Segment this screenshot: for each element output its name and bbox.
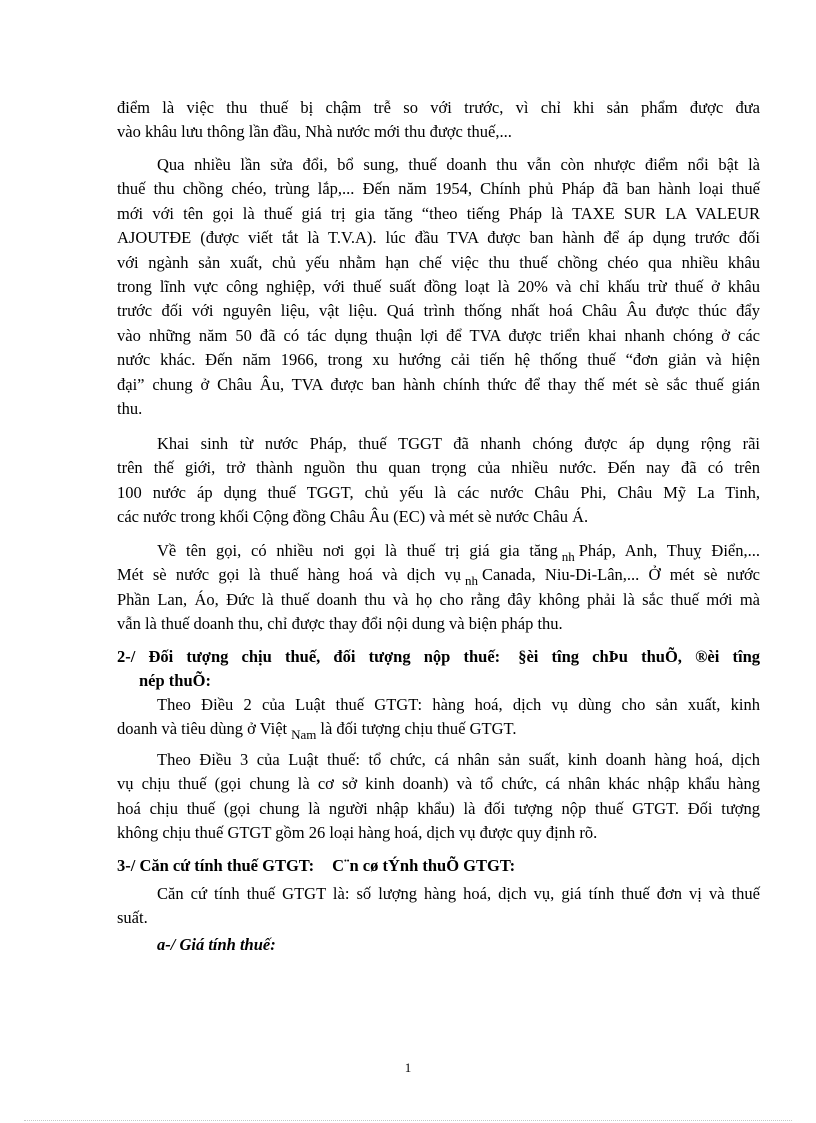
text-line: thuế thu chồng chéo, trùng lắp,... Đến năm 1954, Chính phủ Pháp đã ban hành loại thuế bbox=[117, 179, 760, 199]
text-line: vào khâu lưu thông lần đầu, Nhà nước mới thu được thuế,... bbox=[117, 122, 512, 142]
subsection-a-heading: a-/ Giá tính thuế: bbox=[157, 935, 276, 954]
heading-line bbox=[117, 645, 760, 669]
text-line: Qua nhiều lần sửa đổi, bổ sung, thuế doanh thu vẫn còn nhược điểm nổi bật là bbox=[157, 155, 760, 174]
text-run: Mét sè nước gọi là thuế hàng hoá và dịch vụ bbox=[117, 565, 462, 585]
heading-line: nép thuÕ: bbox=[139, 671, 211, 691]
text-line: các nước trong khối Cộng đồng Châu Âu (EC) và mét sè nước Châu Á. bbox=[117, 507, 589, 527]
text-line: AJOUTĐE (được viết tắt là T.V.A). lúc đầu TVA được ban hành để áp dụng trước đối bbox=[117, 228, 760, 248]
subscript-fragment: Nam bbox=[291, 727, 317, 743]
paragraph-4 bbox=[117, 539, 760, 637]
text-run: doanh và tiêu dùng ở Việt bbox=[117, 719, 288, 739]
paragraph-2 bbox=[117, 153, 760, 421]
section-2-heading bbox=[117, 645, 760, 694]
text-line: với ngành sản xuất, chủ yếu nhằm hạn chế việc thu thuế chồng chéo qua nhiều khâu bbox=[117, 252, 760, 272]
section-3-heading bbox=[117, 854, 760, 878]
text-line: hoá chịu thuế (gọi chung là người nhập khẩu) là đối tượng nộp thuế GTGT. Đối tượng bbox=[117, 798, 760, 818]
text-run: Canada, Niu-Di-Lân,... Ở mét sè nước bbox=[482, 565, 761, 585]
page-bottom-divider bbox=[24, 1120, 792, 1121]
paragraph-1 bbox=[117, 96, 760, 145]
page-number: 1 bbox=[404, 1060, 412, 1075]
text-line: Phần Lan, Áo, Đức là thuế doanh thu và họ cho rằng đây không phải là sắc thuế mới mà bbox=[117, 589, 760, 609]
heading-text: 3-/ Căn cứ tính thuế GTGT: bbox=[117, 856, 315, 875]
text-line: vụ chịu thuế (gọi chung là cơ sở kinh doanh) và tổ chức, cá nhân khác nhập khẩu hàng bbox=[117, 774, 760, 794]
section-2-paragraph-2 bbox=[117, 748, 760, 846]
text-run: Về tên gọi, có nhiều nơi gọi là thuế trị giá gia tăng bbox=[157, 541, 558, 560]
heading-garbled-text: §èi tîng chÞu thuÕ, ®èi tîng bbox=[518, 647, 760, 666]
text-line: điểm là việc thu thuế bị chậm trễ so với trước, vì chỉ khi sản phẩm được đưa bbox=[117, 98, 760, 117]
heading-garbled-text: C¨n cø tÝnh thuÕ GTGT: bbox=[332, 856, 516, 875]
paragraph-3 bbox=[117, 432, 760, 530]
text-line: vào những năm 50 đã có tác dụng thuận lợi để TVA được triển khai nhanh chóng ở các bbox=[117, 325, 760, 345]
text-line: đại” chung ở Châu Âu, TVA được ban hành chính thức để thay thế mét sè sắc thuế gián bbox=[117, 374, 760, 394]
text-line: mới với tên gọi là thuế giá trị gia tăng “theo tiếng Pháp là TAXE SUR LA VALEUR bbox=[117, 203, 760, 223]
section-2-paragraph-1 bbox=[117, 693, 760, 742]
subscript-fragment: nh bbox=[465, 573, 479, 589]
text-run: là đối tượng chịu thuế GTGT. bbox=[320, 719, 517, 739]
text-line: không chịu thuế GTGT gồm 26 loại hàng hoá, dịch vụ được quy định rõ. bbox=[117, 823, 598, 843]
section-3-paragraph-1 bbox=[117, 882, 760, 931]
text-line: Theo Điều 3 của Luật thuế: tổ chức, cá nhân sản suất, kinh doanh hàng hoá, dịch bbox=[157, 750, 760, 769]
heading-text: 2-/ Đối tượng chịu thuế, đối tượng nộp thuế: bbox=[117, 647, 501, 666]
text-line: 100 nước áp dụng thuế TGGT, chủ yếu là các nước Châu Phi, Châu Mỹ La Tinh, bbox=[117, 482, 760, 502]
text-line bbox=[117, 563, 760, 587]
text-line: vẫn là thuế doanh thu, chỉ được thay đổi nội dung và biện pháp thu. bbox=[117, 614, 563, 634]
text-line: trên thế giới, trở thành nguồn thu quan trọng của nhiều nước. Đến nay đã có trên bbox=[117, 458, 760, 478]
text-run: Pháp, Anh, Thuỵ Điển,... bbox=[578, 541, 760, 560]
text-line: Khai sinh từ nước Pháp, thuế TGGT đã nhanh chóng được áp dụng rộng rãi bbox=[157, 434, 760, 453]
text-line: thu. bbox=[117, 398, 143, 418]
text-line: nước khác. Đến năm 1966, trong xu hướng cải tiến hệ thống thuế “đơn giản và hiện bbox=[117, 350, 760, 370]
text-line bbox=[117, 717, 760, 741]
text-line: trong lĩnh vực công nghiệp, với thuế suất đồng loạt là 20% và chỉ khấu trừ thuế ở khâu bbox=[117, 276, 760, 296]
text-line: trước đối với nguyên liệu, vật liệu. Quá trình thống nhất hoá Châu Âu được thúc đẩy bbox=[117, 301, 760, 321]
text-line: Theo Điều 2 của Luật thuế GTGT: hàng hoá, dịch vụ dùng cho sản xuất, kinh bbox=[157, 695, 760, 714]
text-line: Căn cứ tính thuế GTGT là: số lượng hàng hoá, dịch vụ, giá tính thuế đơn vị và thuế bbox=[157, 884, 760, 903]
subscript-fragment: nh bbox=[561, 549, 575, 564]
text-line bbox=[117, 539, 760, 563]
text-line: suất. bbox=[117, 908, 148, 928]
